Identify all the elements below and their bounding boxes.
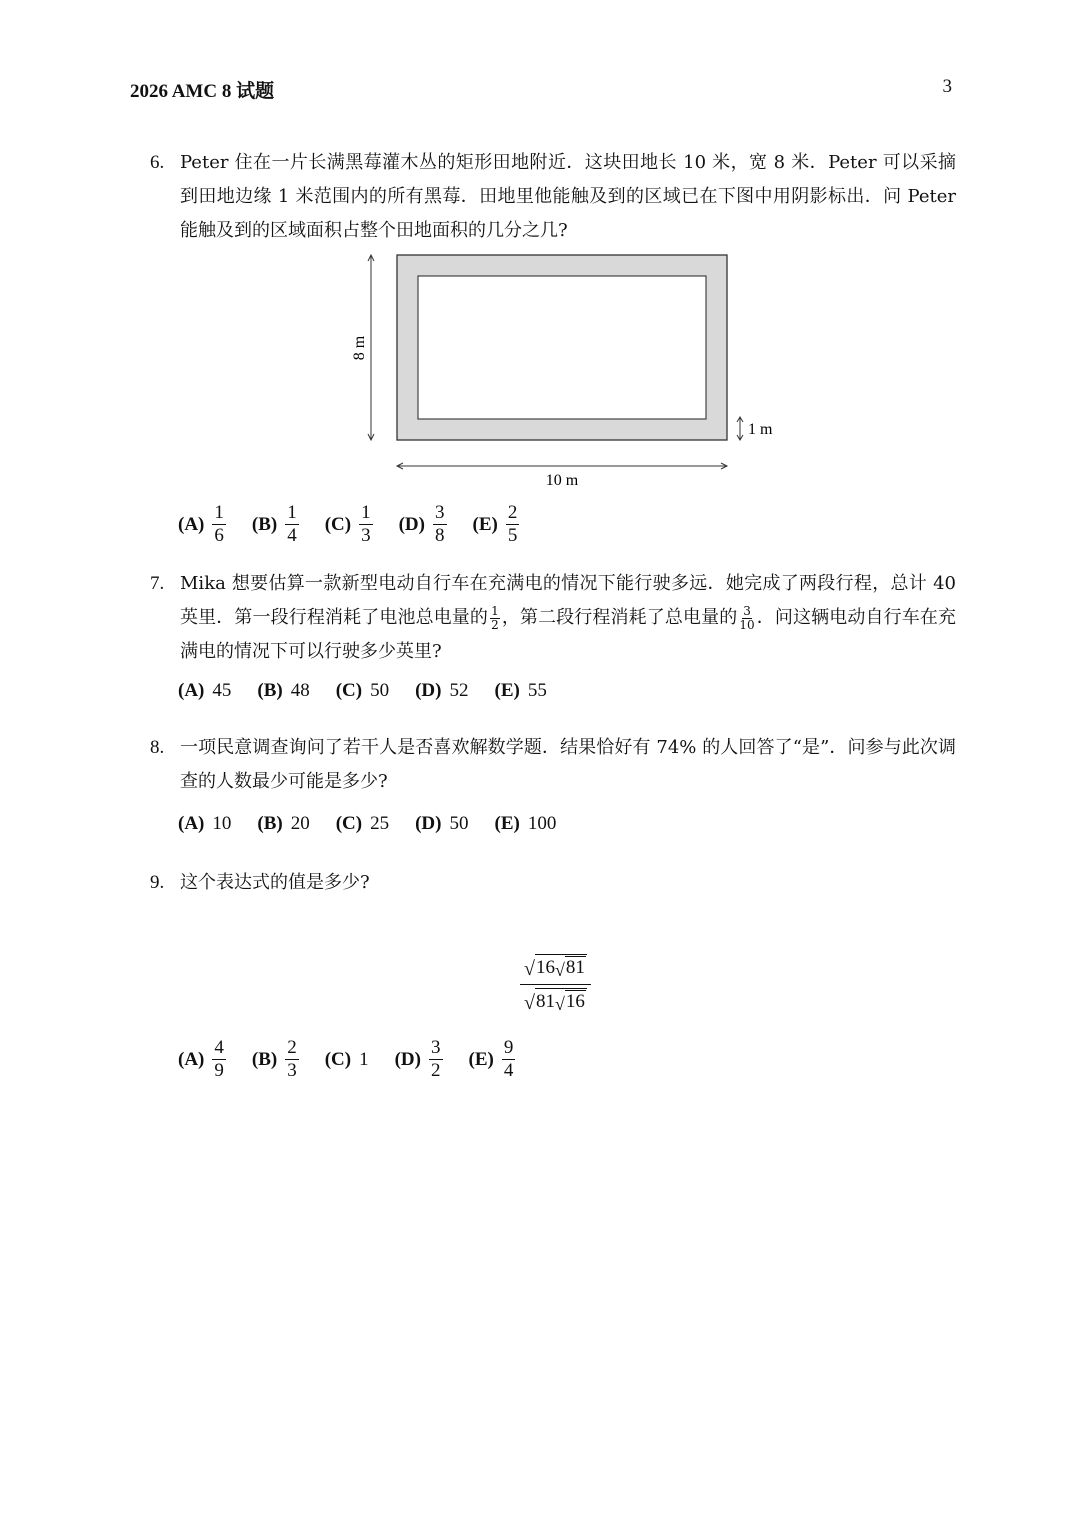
numerator: 3 <box>743 603 751 618</box>
choice-letter: (D) <box>398 513 425 535</box>
inner-field-rect <box>418 276 706 419</box>
fraction <box>433 503 447 547</box>
denominator: 9 <box>214 1059 224 1081</box>
denominator: 8 <box>435 524 445 546</box>
header-title: 2026 AMC 8 试题 <box>130 81 275 102</box>
field-diagram <box>340 245 800 495</box>
expression-denominator <box>520 985 591 1015</box>
outer-sqrt <box>524 988 587 1013</box>
problem-6 <box>150 146 958 246</box>
choice-letter: (B) <box>251 1048 278 1070</box>
fraction <box>359 503 373 547</box>
choice-e[interactable] <box>473 503 520 547</box>
inner-sqrt <box>555 990 586 1013</box>
choice-letter: (C) <box>335 813 363 834</box>
choice-letter: (C) <box>324 513 352 535</box>
answer-choices-7 <box>178 680 573 702</box>
denominator: 10 <box>739 617 755 632</box>
choice-e[interactable] <box>495 813 557 835</box>
denominator: 3 <box>287 1059 297 1081</box>
choice-letter: (E) <box>468 1048 494 1070</box>
radical-sign: √ <box>554 959 565 980</box>
numerator: 2 <box>507 502 518 523</box>
choice-b[interactable] <box>252 1038 299 1082</box>
page-number: 3 <box>942 76 952 97</box>
problem-number: 9. <box>150 872 165 893</box>
choice-value: 45 <box>212 680 232 701</box>
problem-number: 8. <box>150 737 165 758</box>
choice-value: 48 <box>290 680 310 701</box>
choice-value: 1 <box>359 1048 369 1070</box>
fraction <box>502 1038 516 1082</box>
choice-letter: (A) <box>178 513 205 535</box>
choice-a[interactable] <box>178 1038 226 1082</box>
radicand <box>535 954 587 979</box>
radical-sign: √ <box>524 991 535 1014</box>
denominator: 4 <box>287 524 297 546</box>
choice-value: 50 <box>370 680 390 701</box>
choice-b[interactable] <box>257 680 309 702</box>
fraction-one-half <box>490 605 500 631</box>
radical-sign: √ <box>554 993 565 1014</box>
choice-letter: (D) <box>415 680 442 701</box>
fraction <box>285 503 299 547</box>
denominator: 5 <box>507 524 518 546</box>
text-part: ，第二段行程消耗了总电量的 <box>501 607 738 628</box>
choice-letter: (A) <box>178 1048 205 1070</box>
denominator: 3 <box>361 524 371 546</box>
problem-text: 一项民意调查询问了若干人是否喜欢解数学题．结果恰好有 74% 的人回答了“是”．问参与此次调查的人数最少可能是多少? <box>180 737 956 792</box>
denominator: 6 <box>214 524 224 546</box>
fraction <box>212 503 226 547</box>
radicand-value: 81 <box>535 990 555 1012</box>
choice-c[interactable] <box>336 680 389 702</box>
choice-value: 10 <box>212 813 232 834</box>
numerator: 4 <box>214 1037 224 1058</box>
choice-letter: (C) <box>324 1048 352 1070</box>
choice-e[interactable] <box>469 1038 516 1082</box>
problem-9 <box>150 866 958 902</box>
choice-letter: (B) <box>257 680 283 701</box>
problem-number: 7. <box>150 573 165 594</box>
numerator: 1 <box>361 502 371 523</box>
numerator: 9 <box>503 1037 514 1058</box>
answer-choices-8 <box>178 813 582 835</box>
math-expression <box>520 954 591 1015</box>
choice-d[interactable] <box>415 813 468 835</box>
fraction <box>506 503 520 547</box>
choice-value: 20 <box>290 813 310 834</box>
choice-letter: (A) <box>178 813 205 834</box>
border-label: 1 m <box>748 421 773 438</box>
text-part: Mika 想要估算一款新型电动自行车在充满电的情况下能行驶多远．她完成了两段行程，总计 40 英里．第一段行程消耗了电池总电量的 <box>180 573 956 628</box>
choice-a[interactable] <box>178 680 231 702</box>
choice-letter: (D) <box>415 813 442 834</box>
inner-radicand: 81 <box>565 957 585 978</box>
numerator: 1 <box>287 502 297 523</box>
choice-value: 55 <box>527 680 547 701</box>
fraction <box>429 1038 443 1082</box>
outer-sqrt <box>524 954 587 979</box>
problem-7 <box>150 567 958 667</box>
fraction-three-tenths <box>739 605 754 631</box>
inner-sqrt <box>555 956 586 979</box>
problem-text: Peter 住在一片长满黑莓灌木丛的矩形田地附近．这块田地长 10 米，宽 8 米．Peter 可以采摘到田地边缘 1 米范围内的所有黑莓．田地里他能触及到的区域已在下图中用阴影标出．问 Peter 能触及到的区域面积占整个田地面积的几分之几? <box>180 152 956 241</box>
choice-letter: (D) <box>394 1048 421 1070</box>
choice-c[interactable] <box>325 1049 369 1071</box>
choice-c[interactable] <box>325 503 373 547</box>
height-label: 8 m <box>351 335 368 361</box>
expression-numerator <box>520 954 591 985</box>
choice-value: 50 <box>449 813 469 834</box>
denominator: 2 <box>431 1059 441 1081</box>
radical-sign: √ <box>524 957 535 980</box>
choice-a[interactable] <box>178 503 226 547</box>
inner-radicand: 16 <box>565 990 585 1012</box>
radicand <box>535 988 587 1013</box>
choice-b[interactable] <box>252 503 299 547</box>
answer-choices-6 <box>178 503 545 547</box>
choice-b[interactable] <box>257 813 309 835</box>
choice-letter: (E) <box>494 813 520 834</box>
choice-d[interactable] <box>395 1038 443 1082</box>
choice-value: 52 <box>449 680 469 701</box>
text-part: ．问这辆电动自行车在充满电的情况下可以行驶多少英里? <box>180 607 957 662</box>
problem-8 <box>150 731 958 801</box>
radicand-value: 16 <box>535 957 555 978</box>
numerator: 1 <box>214 502 224 523</box>
numerator: 2 <box>287 1037 297 1058</box>
problem-number: 6. <box>150 152 165 173</box>
choice-letter: (E) <box>494 680 520 701</box>
problem-text: 这个表达式的值是多少? <box>180 872 370 893</box>
choice-letter: (B) <box>251 513 278 535</box>
choice-c[interactable] <box>336 813 389 835</box>
choice-d[interactable] <box>399 503 447 547</box>
numerator: 3 <box>431 1037 441 1058</box>
numerator: 1 <box>491 603 499 618</box>
choice-value: 25 <box>370 813 390 834</box>
answer-choices-9 <box>178 1038 541 1082</box>
choice-letter: (C) <box>335 680 363 701</box>
fraction <box>285 1038 299 1082</box>
choice-letter: (A) <box>178 680 205 701</box>
denominator: 2 <box>491 617 499 632</box>
fraction <box>212 1038 226 1082</box>
choice-d[interactable] <box>415 680 468 702</box>
choice-letter: (B) <box>257 813 283 834</box>
numerator: 3 <box>435 502 445 523</box>
denominator: 4 <box>503 1059 514 1081</box>
problem-text <box>180 567 956 669</box>
choice-letter: (E) <box>472 513 498 535</box>
choice-e[interactable] <box>495 680 547 702</box>
choice-value: 100 <box>527 813 557 834</box>
choice-a[interactable] <box>178 813 231 835</box>
width-label: 10 m <box>545 472 579 489</box>
